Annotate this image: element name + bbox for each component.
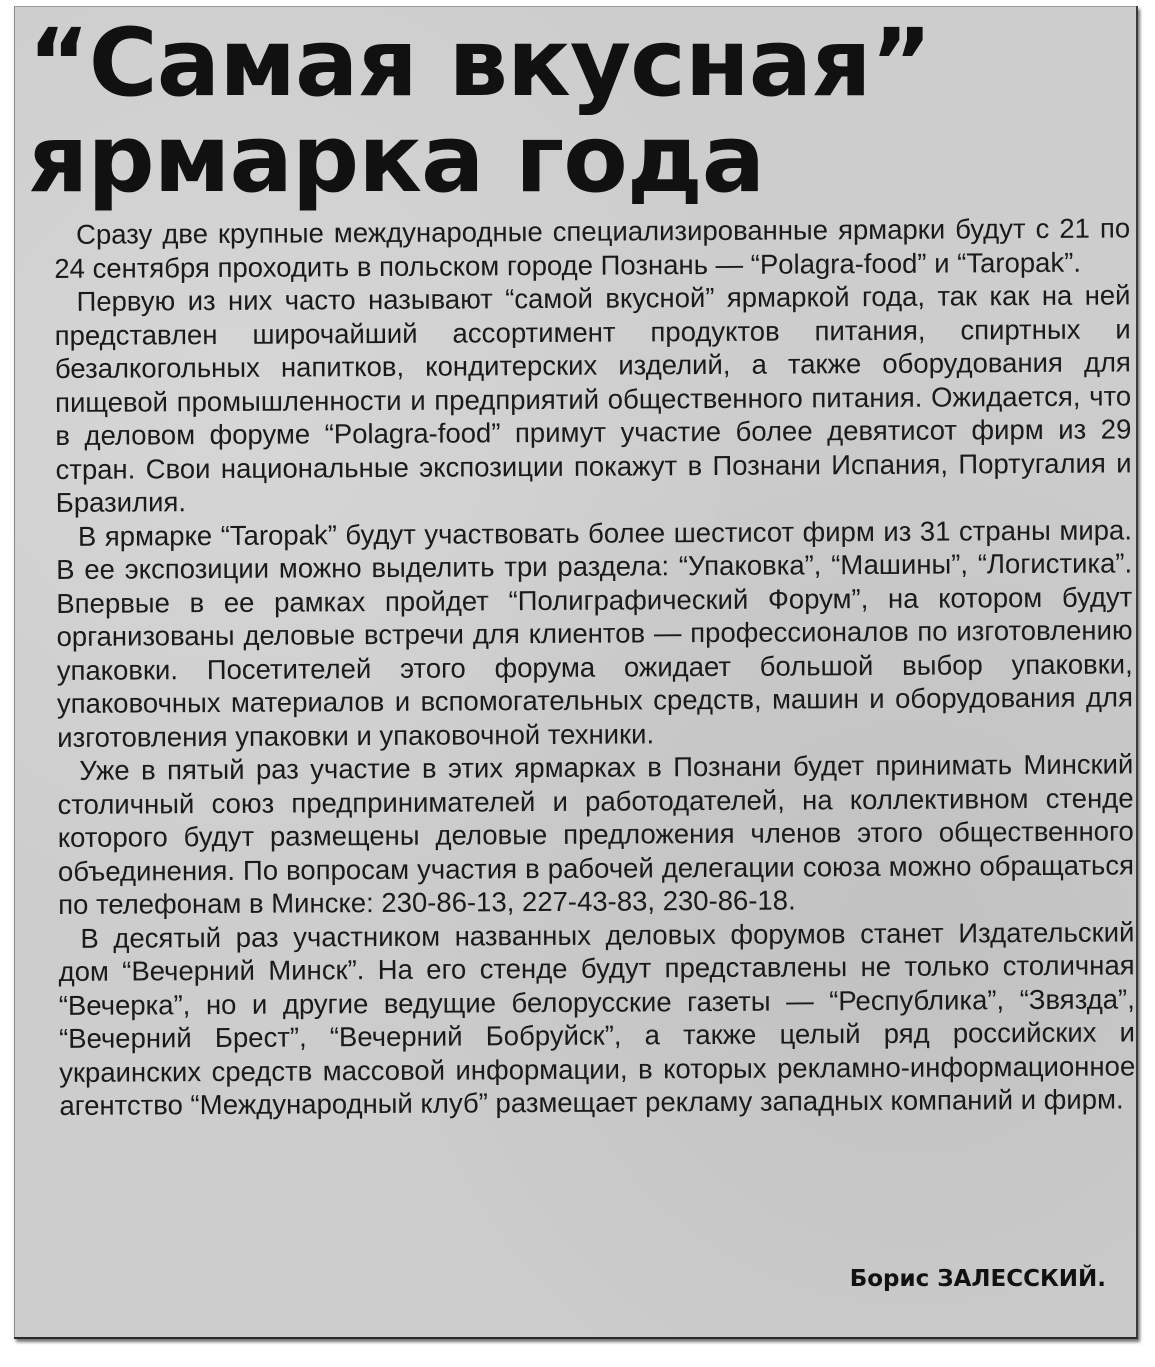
paragraph-polagra: Первую из них часто называют “самой вкусной” ярмаркой года, так как на ней представлен широчайший ассортимент продуктов питания, спиртных и безалкогольных напитков, кондитерских изделий, а также оборудования для пищевой промышленности и предприятий общественного питания. Ожидается, что в деловом форуме “Polagra-food” примут участие более девятисот фирм из 29 стран. Свои национальные экспозиции покажут в Познани Испания, Португалия и Бразилия. xyxy=(54,279,1132,518)
paragraph-taropak: В ярмарке “Taropak” будут участвовать более шестисот фирм из 31 страны мира. В ее экспозиции можно выделить три раздела: “Упаковка”, “Машины”, “Логистика”. Впервые в ее рамках пройдет “Полиграфический Форум”, на котором будут организованы деловые встречи для клиентов — профессионалов по изготовлению упаковки. Посетителей этого форума ожидает большой выбор упаковки, упаковочных материалов и вспомогательных средств, машин и оборудования для изготовления упаковки и упаковочной техники. xyxy=(56,513,1134,753)
article-body xyxy=(54,211,1136,1122)
headline-line-1: “Самая вкусная” xyxy=(28,9,932,118)
headline xyxy=(28,9,1138,214)
paragraph-intro: Сразу две крупные международные специализированные ярмарки будут с 21 по 24 сентября проходить в польском городе Познань — “Polagra-food” и “Taropak”. xyxy=(54,212,1131,284)
author-byline: Борис ЗАЛЕССКИЙ. xyxy=(849,1266,1106,1292)
paragraph-minsk-union: Уже в пятый раз участие в этих ярмарках в Познани будет принимать Минский столичный союз предпринимателей и работодателей, на коллективном стенде которого будут размещены деловые предложения членов этого общественного объединения. По вопросам участия в рабочей делегации союза можно обращаться по телефонам в Минске: 230-86-13, 227-43-83, 230-86-18. xyxy=(57,748,1135,920)
paragraph-vecherny-minsk: В десятый раз участником названных деловых форумов станет Издательский дом “Вечерний Минск”. На его стенде будут представлены не только столичная “Вечерка”, но и другие ведущие белорусские газеты — “Республика”, “Звязда”, “Вечерний Брест”, “Вечерний Бобруйск”, а также целый ряд российских и украинских средств массовой информации, в которых рекламно-информационное агентство “Международный клуб” размещает рекламу западных компаний и фирм. xyxy=(58,915,1136,1121)
headline-line-2: ярмарка года xyxy=(28,105,765,214)
newspaper-clipping xyxy=(14,6,1138,1339)
